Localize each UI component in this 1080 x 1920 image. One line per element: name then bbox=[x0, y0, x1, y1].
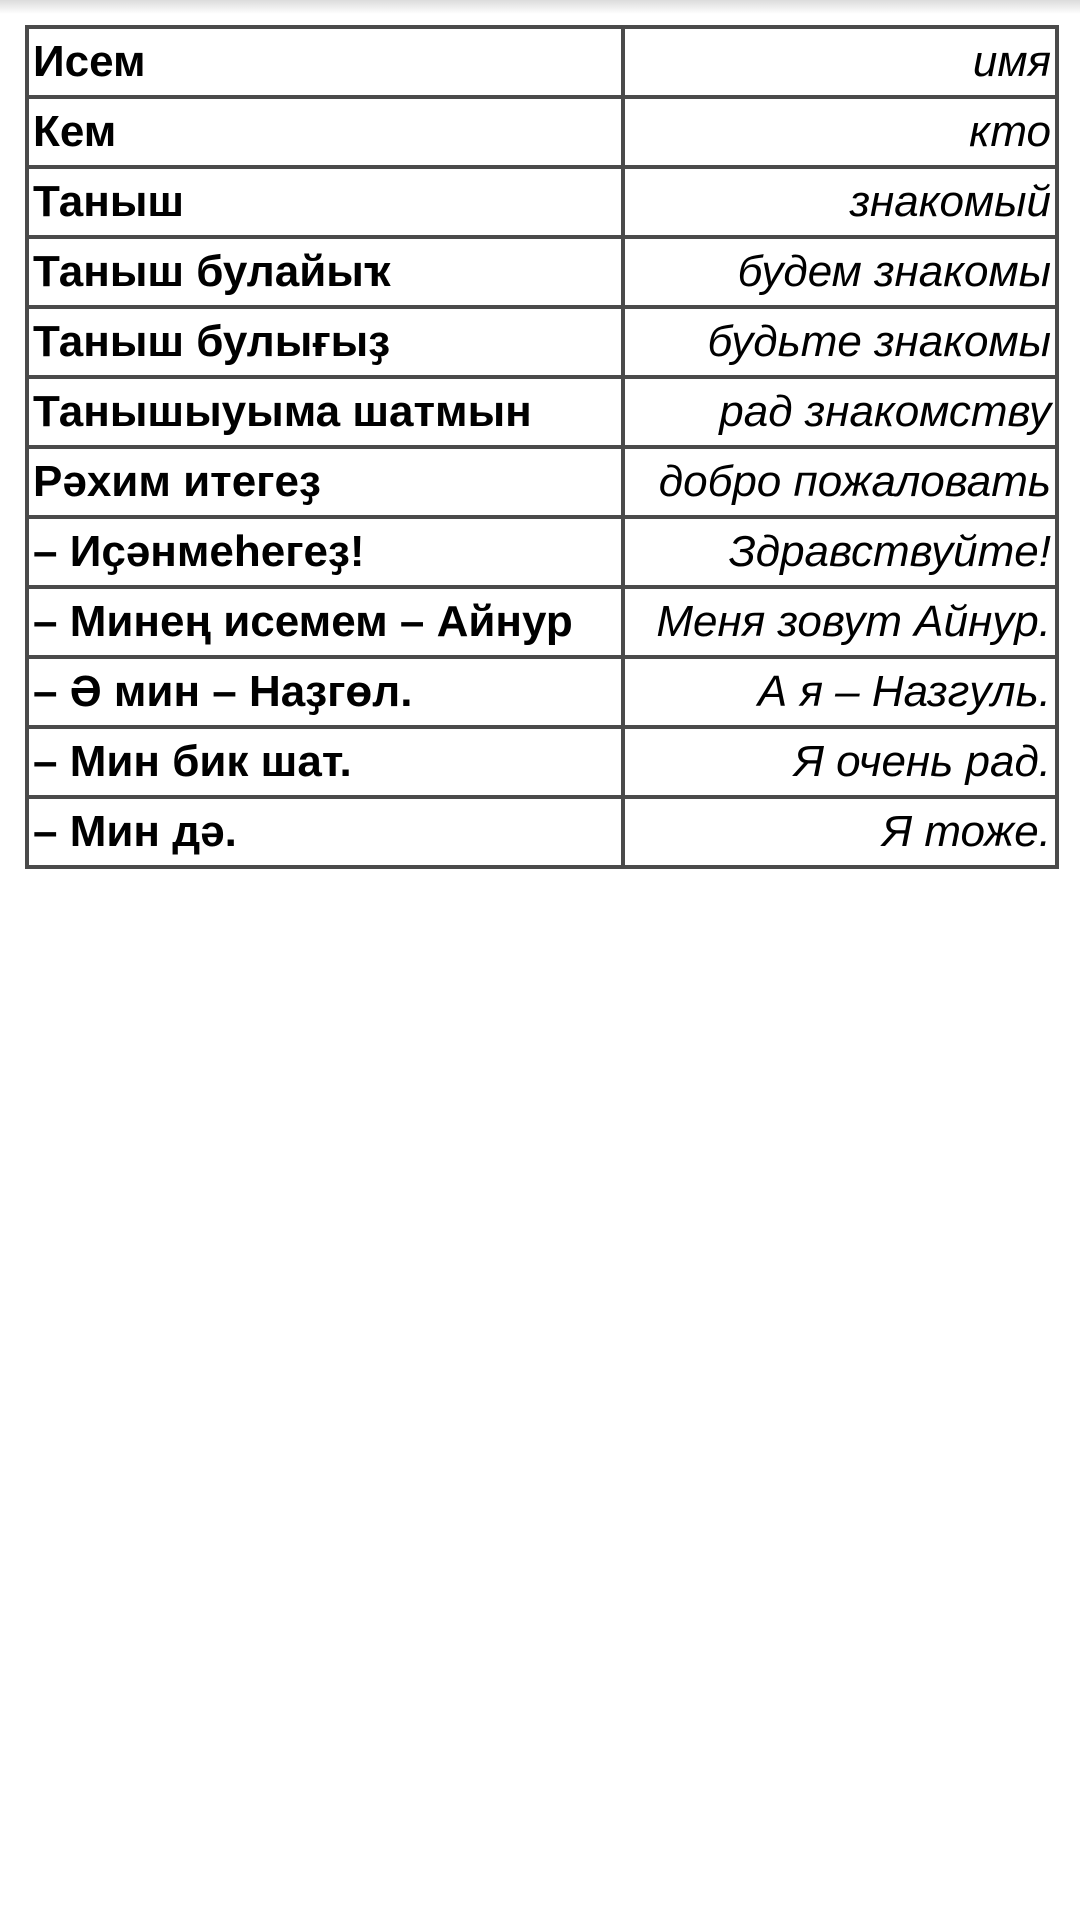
table-row bbox=[27, 27, 1057, 97]
table-row bbox=[27, 307, 1057, 377]
russian-translation: знакомый bbox=[623, 167, 1057, 237]
bashkir-phrase: – Минең исемем – Айнур bbox=[27, 587, 623, 657]
bashkir-phrase: – Иҫәнмеһегеҙ! bbox=[27, 517, 623, 587]
bashkir-phrase: Исем bbox=[27, 27, 623, 97]
russian-translation: кто bbox=[623, 97, 1057, 167]
top-shadow bbox=[0, 0, 1080, 14]
table-row bbox=[27, 727, 1057, 797]
bashkir-phrase: Рәхим итегеҙ bbox=[27, 447, 623, 517]
russian-translation: Меня зовут Айнур. bbox=[623, 587, 1057, 657]
table-row bbox=[27, 447, 1057, 517]
bashkir-phrase: Кем bbox=[27, 97, 623, 167]
russian-translation: имя bbox=[623, 27, 1057, 97]
bashkir-phrase: Таныш bbox=[27, 167, 623, 237]
bashkir-phrase: Таныш булайыҡ bbox=[27, 237, 623, 307]
table-row bbox=[27, 377, 1057, 447]
bashkir-phrase: Танышыуыма шатмын bbox=[27, 377, 623, 447]
russian-translation: А я – Назгуль. bbox=[623, 657, 1057, 727]
table-row bbox=[27, 167, 1057, 237]
bashkir-phrase: – Ә мин – Наҙгөл. bbox=[27, 657, 623, 727]
table-row bbox=[27, 657, 1057, 727]
table-row bbox=[27, 797, 1057, 867]
table-row bbox=[27, 587, 1057, 657]
table-row bbox=[27, 97, 1057, 167]
vocabulary-table-body bbox=[27, 27, 1057, 867]
russian-translation: будем знакомы bbox=[623, 237, 1057, 307]
russian-translation: Я очень рад. bbox=[623, 727, 1057, 797]
bashkir-phrase: Таныш булығыҙ bbox=[27, 307, 623, 377]
russian-translation: Я тоже. bbox=[623, 797, 1057, 867]
russian-translation: будьте знакомы bbox=[623, 307, 1057, 377]
vocabulary-table bbox=[25, 25, 1059, 869]
russian-translation: добро пожаловать bbox=[623, 447, 1057, 517]
russian-translation: Здравствуйте! bbox=[623, 517, 1057, 587]
table-row bbox=[27, 517, 1057, 587]
table-row bbox=[27, 237, 1057, 307]
bashkir-phrase: – Мин дә. bbox=[27, 797, 623, 867]
russian-translation: рад знакомству bbox=[623, 377, 1057, 447]
bashkir-phrase: – Мин бик шат. bbox=[27, 727, 623, 797]
